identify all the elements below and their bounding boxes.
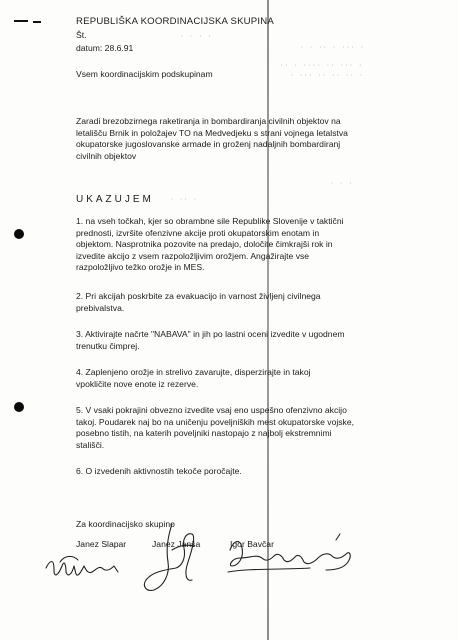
item-line: prebivalstva. [76,302,125,313]
document-date: datum: 28.6.91 [76,43,134,53]
closing-line: Za koordinacijsko skupino [76,519,175,529]
intro-line: civilnih objektov [76,150,137,161]
item-line: posebno tistih, na katerih poveljniki nastopajo z najbolj ekstremnimi [76,428,332,439]
signer-name: Janez Slapar [76,539,127,549]
bleed-through-mark: · ·· · [170,196,198,203]
edge-mark [14,20,28,22]
item-line: stališči. [76,439,105,450]
item-line: izvedite akcijo z vsem razpoložljivim orožjem. Angažirajte vse [76,250,310,261]
order-item-4 [76,367,311,390]
punch-hole [14,229,24,239]
order-item-3 [76,329,345,352]
punch-hole [14,402,24,412]
item-line: 4. Zaplenjeno orožje in strelivo zavarujte, disperzirajte in takoj [76,367,311,377]
bleed-through-mark: · · ·· · ··· · [300,44,365,51]
order-item-5 [76,405,354,451]
order-heading: UKAZUJEM [76,194,154,205]
item-line: trenutku čimprej. [76,340,140,351]
reference-number-label: Št. [76,30,87,40]
signature-slapar [46,562,118,576]
item-line: prednosti, izvršite ofenzivne akcije proti okupatorskim enotam in [76,227,320,238]
signature-jansa [144,524,193,590]
signer-name: Igor Bavčar [230,539,274,549]
bleed-through-mark: · · · · [180,33,213,40]
item-line: 5. V vsaki pokrajini obvezno izvedite vsaj eno uspešno ofenzivno akcijo [76,405,347,415]
item-line: 1. na vseh točkah, kjer so obrambne sile Republike Slovenije v taktični [76,216,344,226]
bleed-through-mark: · ··· ·· ·· ·· · [290,72,364,79]
item-line: 2. Pri akcijah poskrbite za evakuacijo in varnost življenj civilnega [76,291,321,301]
item-line: 3. Aktivirajte načrte "NABAVA" in jih po lastni oceni izvedite v ugodnem [76,329,345,339]
item-line: objektom. Nasprotnika pozovite na predajo, določite čimkrajši rok in [76,239,333,250]
order-item-1 [76,216,344,274]
item-line: 6. O izvedenih aktivnostih tekoče poročajte. [76,466,242,476]
item-line: vpokličite nove enote iz rezerve. [76,378,199,389]
order-item-2 [76,291,321,314]
item-line: razpoložljivo težko orožje in MES. [76,262,205,273]
signer-name: Janez Janša [152,539,201,549]
bleed-through-mark: ·· · ···· ·· ··· · [280,62,364,69]
intro-paragraph [76,116,348,162]
order-item-6 [76,466,242,478]
intro-line: okupatorske jugoslovanske armade in groženj nadaljnih bombardiranj [76,139,341,150]
signatures-drawing [40,520,380,600]
intro-line: letališču Brnik in položajev TO na Medvedjeku s strani vojnega letalstva [76,127,348,138]
item-line: takoj. Poudarek naj bo na uničenju poveljniških mest okupatorske vojske, [76,416,355,427]
intro-line: Zaradi brezobzirnega raketiranja in bombardiranja civilnih objektov na [76,116,341,126]
addressee: Vsem koordinacijskim podskupinam [76,69,213,79]
signature-bavcar [230,541,350,570]
bleed-through-mark: · · · [330,180,354,187]
edge-mark [33,21,41,23]
organization-title: REPUBLIŠKA KOORDINACIJSKA SKUPINA [76,16,275,27]
